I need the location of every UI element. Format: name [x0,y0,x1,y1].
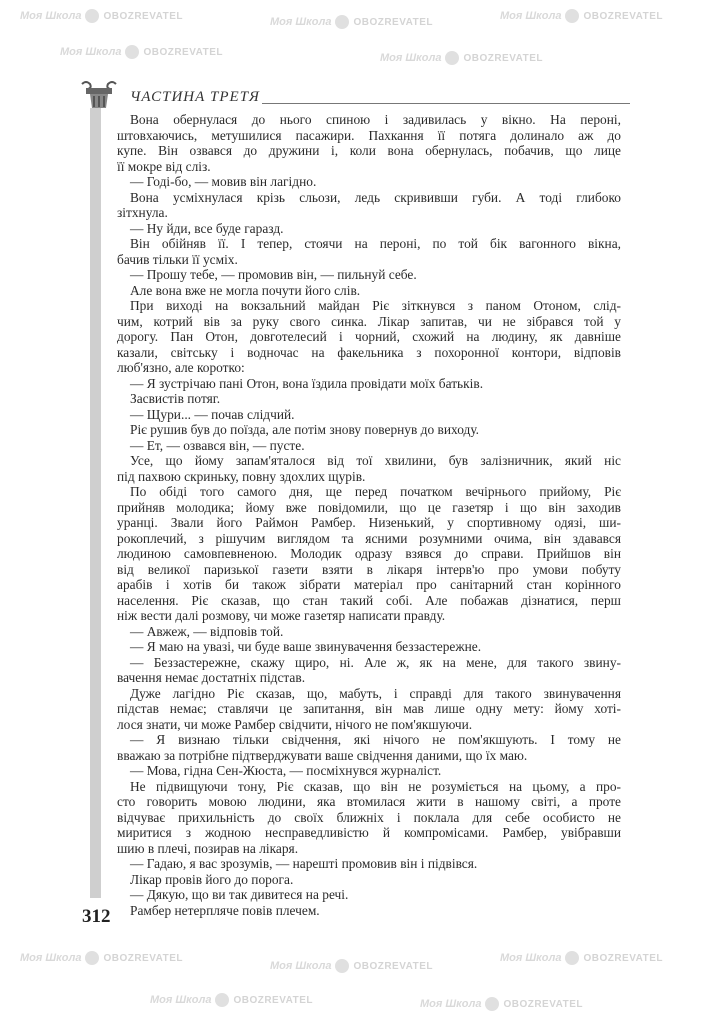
text-line: — Авжеж, — відповів той. [130,623,284,639]
text-line: Дуже лагідно Ріє сказав, що, мабуть, і справді для такого звинувачення [130,685,621,701]
text-line: бачив тільки її усміх. [117,251,238,267]
text-line: вважаю за потрібне підтверджувати ваше свідчення даними, що їх маю. [117,747,528,763]
paragraph [117,453,621,484]
watermark [270,14,433,31]
watermark-text: Моя Школа [20,952,82,964]
paragraph [117,887,621,903]
watermark [500,8,663,25]
text-line: — Я зустрічаю пані Отон, вона їздила провідати моїх батьків. [130,375,484,391]
text-line: дорогу. Пан Отон, довготелесий і чорний, схожий на людину, як давніше [117,329,621,344]
text-line: По обіді того самого дня, ще перед початком вечірнього прийому, Ріє [130,484,621,499]
watermark-text: Моя Школа [150,994,212,1006]
text-line: — Беззастережне, скажу щиро, ні. Але ж, як на мене, для такого звину- [130,654,621,670]
text-line: Він обійняв її. І тепер, стоячи на пероні, по той бік вагонного вікна, [130,236,621,251]
page-number: 312 [82,906,111,927]
text-line: арабів і хотів би також зібрати матеріал про санітарний стан корінного [117,577,621,592]
text-line: вачення немає достатніх підстав. [117,670,306,685]
watermark-text: OBOZREVATEL [353,961,434,972]
watermark-text: OBOZREVATEL [583,953,664,964]
text-line: — Мова, гідна Сен-Жюста, — посміхнувся журналіст. [130,763,442,778]
paragraph [117,422,621,438]
watermark-logo-icon [565,951,579,965]
text-line: Але вона вже не могла почути його слів. [130,282,361,298]
watermark-text: OBOZREVATEL [503,999,584,1010]
paragraph [117,655,621,686]
watermark [20,950,183,967]
text-line: людиною самовпевненою. Молодик одразу взявся до справи. Прийшов він [117,546,621,561]
text-line: відчуває прихильність до своїх ближніх і поклала для себе особисто не [117,809,621,825]
watermark-text: Моя Школа [270,960,332,972]
paragraph [117,376,621,392]
watermark-text: Моя Школа [60,46,122,58]
watermark-text: OBOZREVATEL [463,53,544,64]
watermark-text: OBOZREVATEL [103,953,184,964]
text-line: казали, світську і водночас на факельника з похоронної контори, відповів [117,344,621,360]
paragraph [117,236,621,267]
paragraph [117,267,621,283]
text-line: — Гадаю, я вас зрозумів, — нарешті промовив він і підвівся. [130,856,478,871]
text-line: — Я визнаю тільки свідчення, які нічого не пом'якшують. І тому не [130,732,621,747]
margin-bar [90,108,101,898]
body-text [117,112,621,918]
text-line: підстав немає; ставлячи це запитання, він мав лише одну мету: йому хоті- [117,701,621,716]
paragraph [117,686,621,733]
watermark-logo-icon [485,997,499,1011]
watermark-logo-icon [85,9,99,23]
watermark [20,8,183,25]
watermark [500,950,663,967]
watermark-logo-icon [565,9,579,23]
watermark-text: OBOZREVATEL [583,11,664,22]
text-line: — Щури... — почав слідчий. [130,406,295,422]
paragraph [117,856,621,872]
paragraph [117,872,621,888]
text-line: Рамбер нетерпляче повів плечем. [130,902,320,918]
text-line: Не підвищуючи тону, Ріє сказав, що він не розуміється на цьому, а про- [130,778,621,794]
paragraph [117,190,621,221]
watermark [420,996,583,1013]
text-line: — Ну йди, все буде гаразд. [130,220,284,236]
paragraph [117,221,621,237]
watermark-text: OBOZREVATEL [233,995,314,1006]
text-line: — Годі-бо, — мовив він лагідно. [130,174,317,189]
paragraph [117,112,621,174]
text-line: лося знати, чи може Рамбер свідчити, нічого не пом'якшуючи. [117,716,473,732]
text-line: При виході на вокзальний майдан Ріє зіткнувся з паном Отоном, слід- [130,298,621,313]
paragraph [117,763,621,779]
watermark [380,50,543,67]
text-line: — Я маю на увазі, чи буде ваше звинувачення беззастережне. [130,639,482,654]
text-line: Вона обернулася до нього спиною і задивилась у вікно. На пероні, [130,112,621,127]
text-line: уранці. Звали його Раймон Рамбер. Низенький, у спортивному одязі, ши- [117,515,621,530]
text-line: Усе, що йому запам'яталося від тої хвилини, був залізничник, який ніс [130,453,621,468]
text-line: купе. Він озвався до дружини і, коли вона обернулась, побачив, що лице [117,143,621,158]
watermark-logo-icon [335,15,349,29]
watermark-logo-icon [335,959,349,973]
text-line: шию в плечі, позирав на лікаря. [117,840,299,856]
paragraph [117,391,621,407]
watermark-text: Моя Школа [420,998,482,1010]
text-line: прийняв молодика; йому вже повідомили, що це газетяр і що він заходив [117,499,621,515]
watermark [150,992,313,1009]
watermark-logo-icon [85,951,99,965]
watermark-text: OBOZREVATEL [143,47,224,58]
text-line: населення. Ріє сказав, що стан такий собі. Але побажав дізнатися, перш [117,592,621,608]
text-line: миритися з жодною несправедливістю й компромісами. Рамбер, увібравши [117,825,621,840]
capital-ornament-icon [80,80,118,110]
watermark-text: Моя Школа [500,952,562,964]
text-line: ніж вести далі розмову, чи може газетяр написати правду. [117,608,446,623]
watermark-text: OBOZREVATEL [353,17,434,28]
watermark-text: Моя Школа [270,16,332,28]
text-line: її мокре від сліз. [117,158,211,174]
watermark-logo-icon [215,993,229,1007]
text-line: під пахвою скриньку, повну здохлих щурів. [117,468,366,484]
text-line: Вона усміхнулася крізь сльози, ледь скрививши губи. А тоді глибоко [130,189,621,205]
watermark-logo-icon [125,45,139,59]
text-line: чим, котрий вів за руку свого синка. Лікар запитав, чи не зібрався той у [117,313,621,329]
text-line: — Ет, — озвався він, — пусте. [130,437,305,453]
paragraph [117,283,621,299]
text-line: сто говорить мовою людини, яка втомилася жити в нашому світі, а проте [117,794,621,809]
paragraph [117,298,621,376]
paragraph [117,624,621,640]
text-line: рокоплечий, з рішучим виглядом та ясними розумними очима, він здавався [117,530,621,546]
text-line: Ріє рушив був до поїзда, але потім знову повернув до виходу. [130,422,480,437]
text-line: від великої паризької газети взяти в лікаря інтерв'ю про умови побуту [117,561,621,577]
paragraph [117,779,621,857]
header-rule [262,103,630,104]
text-line: Лікар провів його до порога. [130,871,294,887]
watermark [270,958,433,975]
paragraph [117,903,621,919]
paragraph [117,407,621,423]
watermark-text: OBOZREVATEL [103,11,184,22]
watermark [60,44,223,61]
paragraph [117,639,621,655]
text-line: Засвистів потяг. [130,391,221,406]
text-line: штовхаючись, метушилися пасажири. Пахкання її потяга долинало аж до [117,127,621,143]
text-line: люб'язно, але коротко: [117,360,245,375]
text-line: — Прошу тебе, — промовив він, — пильнуй себе. [130,267,417,282]
watermark-text: Моя Школа [20,10,82,22]
paragraph [117,438,621,454]
section-title: ЧАСТИНА ТРЕТЯ [130,89,260,105]
watermark-logo-icon [445,51,459,65]
watermark-text: Моя Школа [500,10,562,22]
paragraph [117,174,621,190]
text-line: зітхнула. [117,205,168,220]
watermark-text: Моя Школа [380,52,442,64]
paragraph [117,732,621,763]
paragraph [117,484,621,624]
text-line: — Дякую, що ви так дивитеся на речі. [130,887,349,902]
